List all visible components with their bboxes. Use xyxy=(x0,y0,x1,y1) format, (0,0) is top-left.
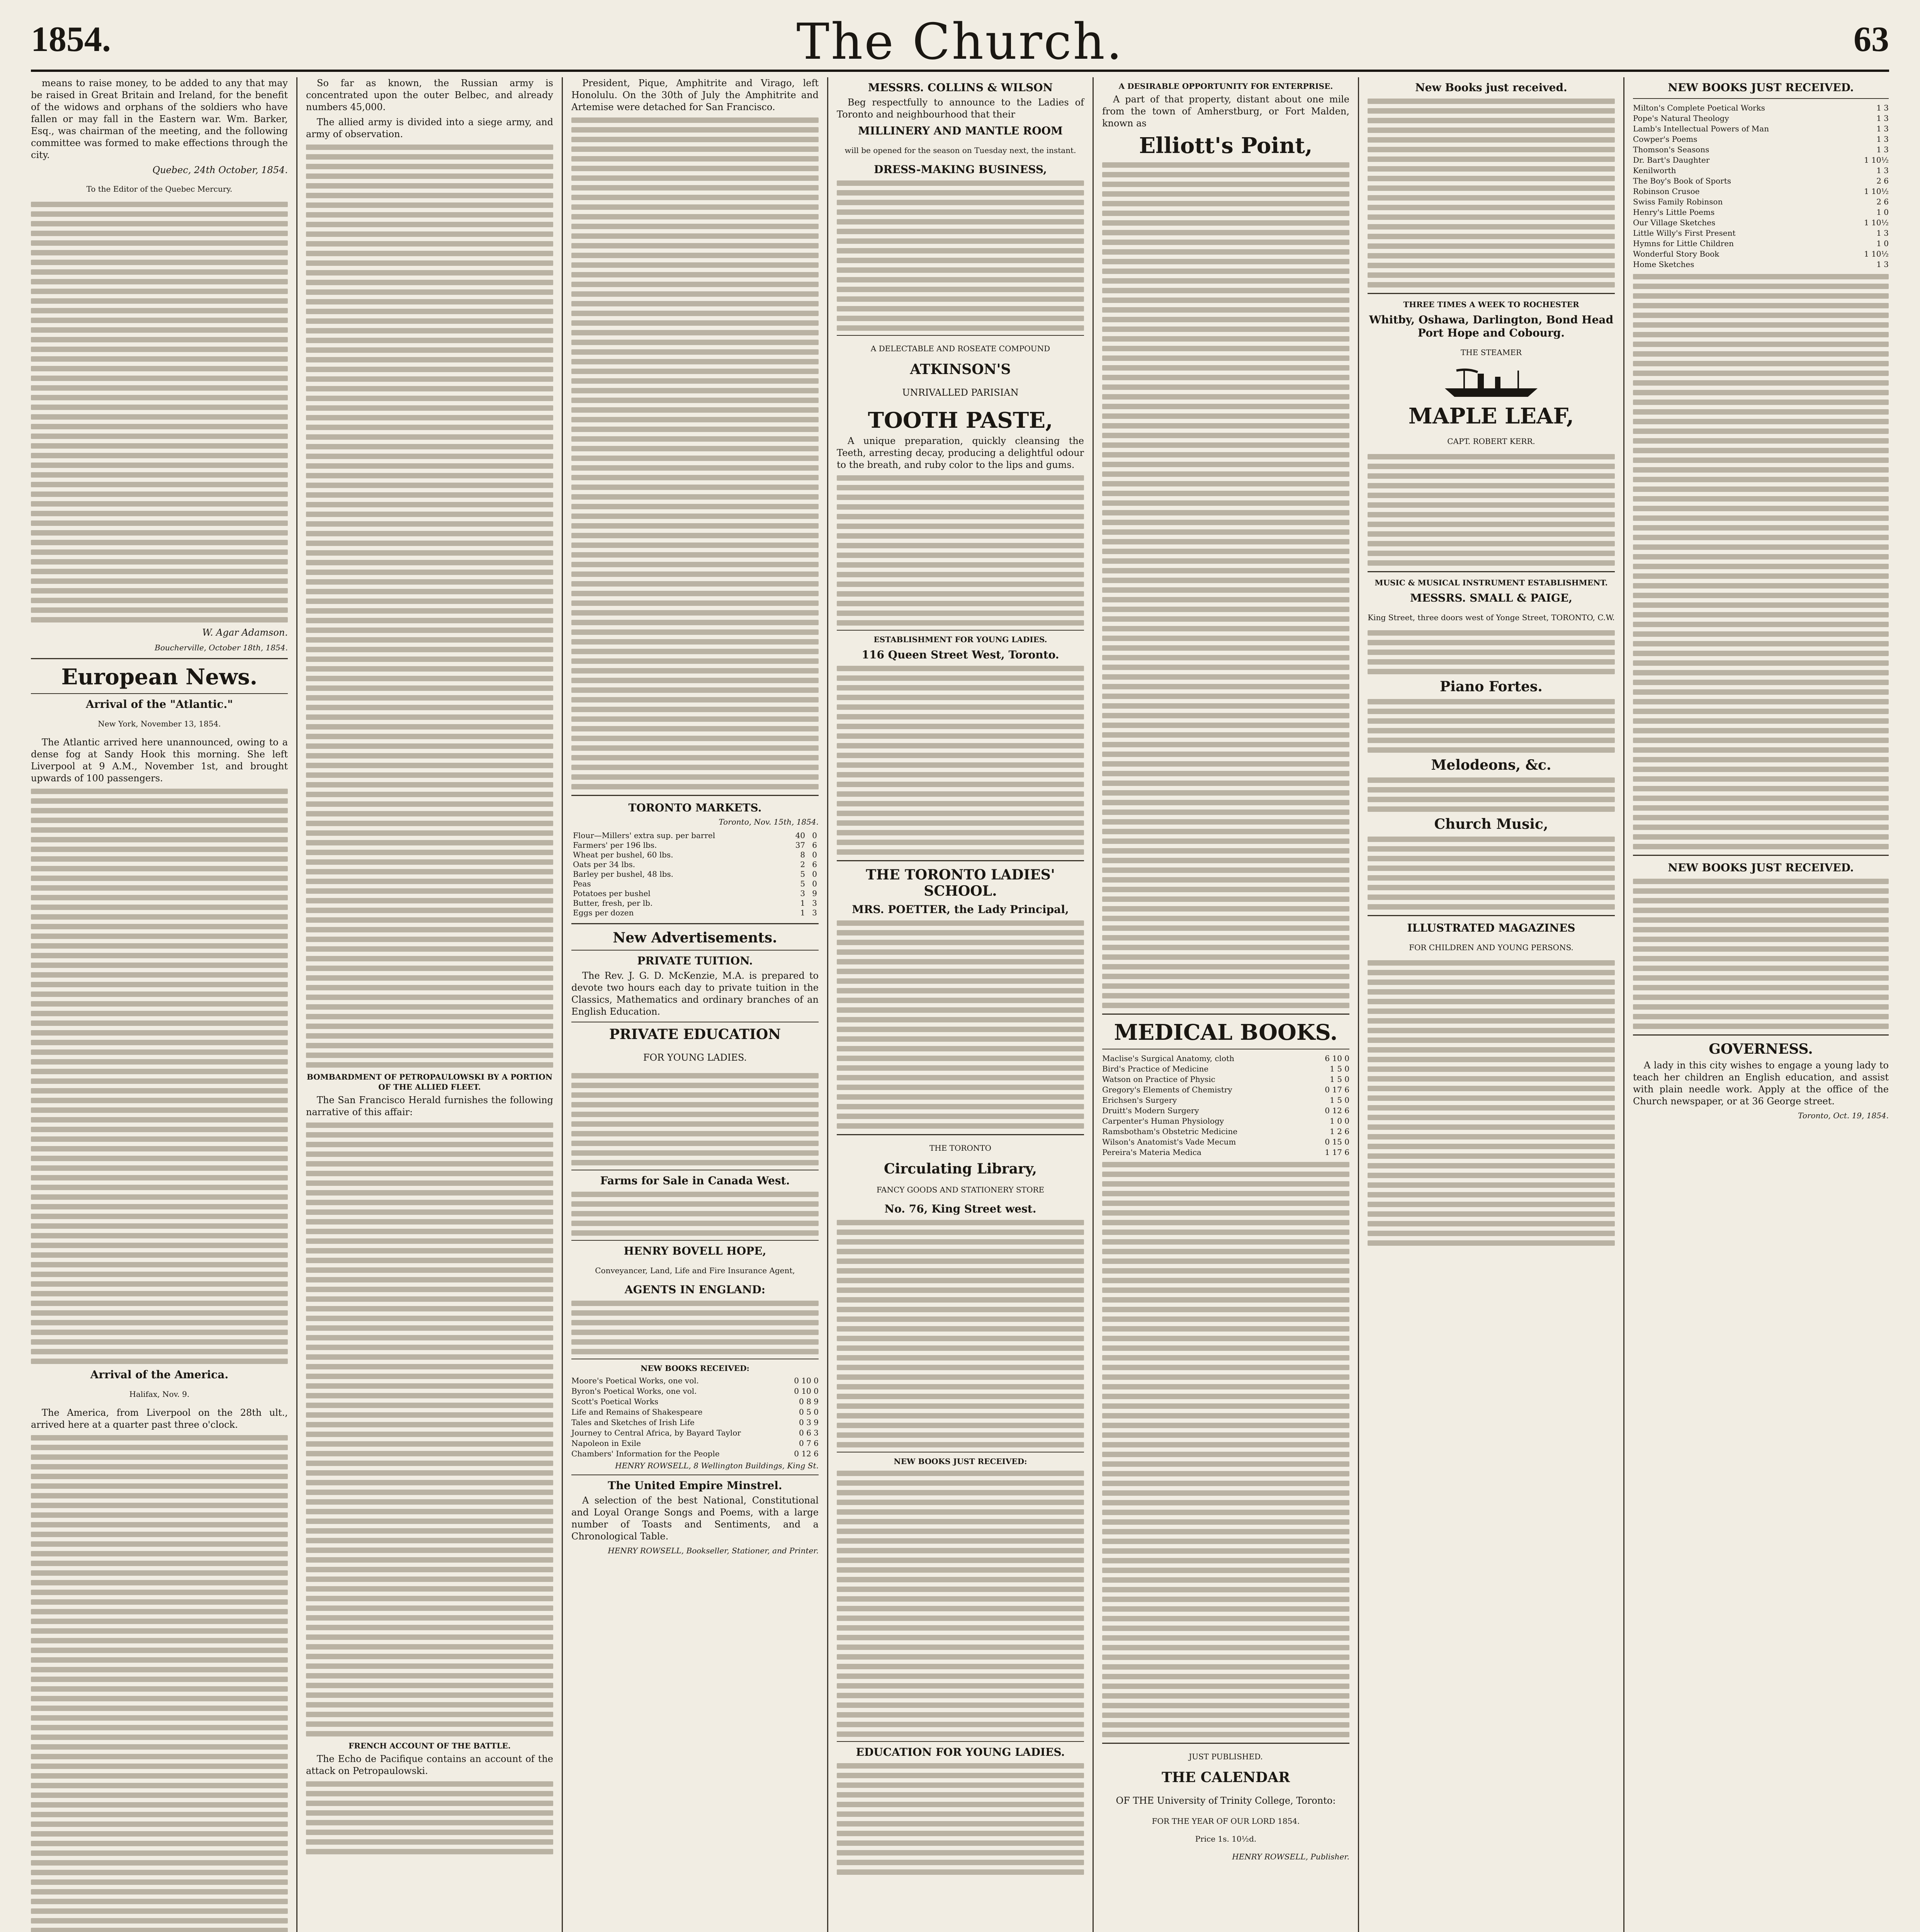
list-item-price: 2 6 xyxy=(1876,176,1889,185)
body-text-block xyxy=(571,1301,819,1354)
list-item-price: 1 3 xyxy=(1876,114,1889,123)
list-item-title: Henry's Little Poems xyxy=(1633,207,1715,217)
list-item-price: 6 10 0 xyxy=(1325,1054,1349,1063)
market-price: 1 xyxy=(800,908,805,917)
list-item-price: 1 3 xyxy=(1876,134,1889,144)
list-item-price: 0 17 6 xyxy=(1325,1085,1349,1094)
book-list-item xyxy=(571,1386,819,1396)
section-title-european-news: European News. xyxy=(61,664,258,690)
list-item-price: 1 10½ xyxy=(1864,187,1889,196)
body-text-block xyxy=(31,202,288,622)
book-list-item xyxy=(1633,103,1889,113)
masthead-year: 1854. xyxy=(31,19,111,59)
market-item: Farmers' per 196 lbs. xyxy=(573,840,657,850)
list-item-price: 1 0 xyxy=(1876,239,1889,248)
education-heading: EDUCATION FOR YOUNG LADIES. xyxy=(856,1746,1065,1759)
column-4 xyxy=(827,77,1093,1932)
list-item-price: 1 2 6 xyxy=(1330,1127,1349,1136)
market-row xyxy=(571,889,819,898)
body-text-block xyxy=(31,789,288,1364)
market-price: 2 xyxy=(800,860,805,869)
new-books-heading: New Books just received. xyxy=(1415,81,1567,94)
list-item-title: Pope's Natural Theology xyxy=(1633,114,1729,123)
list-item-title: Thomson's Seasons xyxy=(1633,145,1709,154)
bombardment-intro: The San Francisco Herald furnishes the following narrative of this affair: xyxy=(306,1095,553,1117)
list-item-price: 1 17 6 xyxy=(1325,1148,1349,1157)
opening-paragraph: President, Pique, Amphitrite and Virago, left Honolulu. On the 30th of July the Amphitrite and Artemise were detached for San Francisco. xyxy=(571,78,819,112)
market-price: 8 xyxy=(800,850,805,859)
body-text-block xyxy=(571,1192,819,1236)
body-text-block xyxy=(1368,454,1615,566)
music-kicker: MUSIC & MUSICAL INSTRUMENT ESTABLISHMENT. xyxy=(1375,578,1608,587)
list-item-price: 0 10 0 xyxy=(794,1386,819,1396)
private-tuition-text: The Rev. J. G. D. McKenzie, M.A. is prepared to devote two hours each day to private tuition in the Classics, Mathematics and ordinary branches of an English Education. xyxy=(571,970,819,1017)
list-item-price: 0 6 3 xyxy=(799,1428,819,1437)
body-text-block xyxy=(837,1220,1084,1447)
market-price: 6 xyxy=(812,860,817,869)
book-list-item xyxy=(1633,165,1889,176)
list-item-title: Life and Remains of Shakespeare xyxy=(571,1407,703,1417)
letter-place: Boucherville, October 18th, 1854. xyxy=(155,643,288,652)
medical-book-item xyxy=(1102,1105,1349,1116)
collins-text: Beg respectfully to announce to the Ladies of Toronto and neighbourhood that their xyxy=(837,97,1084,120)
library-heading: Circulating Library, xyxy=(884,1161,1037,1177)
dateline: Quebec, 24th October, 1854. xyxy=(152,165,288,175)
medical-books-list xyxy=(1102,1053,1349,1158)
tooth-paste-heading: TOOTH PASTE, xyxy=(868,408,1053,433)
market-price: 1 xyxy=(800,898,805,908)
calendar-seller: HENRY ROWSELL, Publisher. xyxy=(1232,1852,1349,1861)
column-grid xyxy=(31,77,1889,1932)
market-item: Butter, fresh, per lb. xyxy=(573,898,653,908)
body-text-block xyxy=(837,1763,1084,1875)
books-seller: HENRY ROWSELL, 8 Wellington Buildings, King St. xyxy=(615,1461,819,1470)
masthead xyxy=(31,12,1889,72)
body-text-block xyxy=(1633,274,1889,849)
book-list-item xyxy=(1633,176,1889,186)
church-music-heading: Church Music, xyxy=(1434,816,1548,832)
establishment-address: 116 Queen Street West, Toronto. xyxy=(861,648,1059,661)
tooth-paste-kicker: A DELECTABLE AND ROSEATE COMPOUND xyxy=(870,344,1050,353)
opening-paragraph: means to raise money, to be added to any that may be raised in Great Britain and Ireland, for the benefit of the widows and orphans of the soldiers who have fallen or may fall in the Eastern war. Wm. Barker, Esq., was chairman of the meeting, and the following committee was formed to make effections through the city. xyxy=(31,78,288,160)
medical-book-item xyxy=(1102,1147,1349,1158)
book-list-item xyxy=(571,1396,819,1407)
steamer-name: MAPLE LEAF, xyxy=(1408,403,1574,429)
market-row xyxy=(571,860,819,869)
calendar-heading: THE CALENDAR xyxy=(1161,1769,1290,1786)
steamer-route: Whitby, Oshawa, Darlington, Bond Head Port Hope and Cobourg. xyxy=(1369,313,1614,339)
market-item: Potatoes per bushel xyxy=(573,889,651,898)
market-price: 37 xyxy=(795,840,805,850)
list-item-title: Little Willy's First Present xyxy=(1633,228,1736,238)
list-item-title: Druitt's Modern Surgery xyxy=(1102,1106,1199,1115)
book-list-item xyxy=(1633,113,1889,124)
body-text-block xyxy=(1368,99,1615,287)
body-text-block xyxy=(837,475,1084,626)
list-item-title: Napoleon in Exile xyxy=(571,1439,641,1448)
new-advertisements-heading: New Advertisements. xyxy=(613,930,777,946)
list-item-price: 1 10½ xyxy=(1864,155,1889,165)
market-item: Barley per bushel, 48 lbs. xyxy=(573,869,674,879)
arrival-america-date: Halifax, Nov. 9. xyxy=(129,1389,190,1399)
steamer-kicker: THREE TIMES A WEEK TO ROCHESTER xyxy=(1403,300,1579,309)
just-published-kicker: JUST PUBLISHED. xyxy=(1189,1752,1263,1761)
market-row xyxy=(571,908,819,918)
hope-sub: Conveyancer, Land, Life and Fire Insurance Agent, xyxy=(595,1266,795,1275)
markets-heading: TORONTO MARKETS. xyxy=(628,801,762,814)
body-text-block xyxy=(306,145,553,1068)
list-item-title: Milton's Complete Poetical Works xyxy=(1633,103,1765,112)
new-books-heading: NEW BOOKS JUST RECEIVED: xyxy=(894,1457,1027,1466)
list-item-price: 1 5 0 xyxy=(1330,1075,1349,1084)
library-sub: FANCY GOODS AND STATIONERY STORE xyxy=(876,1185,1045,1194)
market-row xyxy=(571,850,819,860)
body-text-block xyxy=(1102,162,1349,1008)
establishment-heading: ESTABLISHMENT FOR YOUNG LADIES. xyxy=(873,635,1047,644)
book-list-item xyxy=(571,1428,819,1438)
illustrated-magazines-sub: FOR CHILDREN AND YOUNG PERSONS. xyxy=(1409,943,1573,952)
market-item: Peas xyxy=(573,879,591,888)
list-item-price: 1 3 xyxy=(1876,228,1889,238)
medical-book-item xyxy=(1102,1095,1349,1105)
new-books-heading-2: NEW BOOKS JUST RECEIVED. xyxy=(1668,861,1854,874)
market-row xyxy=(571,831,819,840)
letter-signature: W. Agar Adamson. xyxy=(202,627,288,638)
calendar-year: FOR THE YEAR OF OUR LORD 1854. xyxy=(1152,1816,1300,1826)
markets-date: Toronto, Nov. 15th, 1854. xyxy=(719,817,819,827)
list-item-title: Journey to Central Africa, by Bayard Taylor xyxy=(571,1428,741,1437)
market-item: Flour—Millers' extra sup. per barrel xyxy=(573,831,715,840)
market-price: 0 xyxy=(812,869,817,879)
market-row xyxy=(571,869,819,879)
book-list-item xyxy=(571,1417,819,1428)
music-address: King Street, three doors west of Yonge Street, TORONTO, C.W. xyxy=(1368,613,1615,622)
medical-book-item xyxy=(1102,1085,1349,1095)
market-price: 40 xyxy=(795,831,805,840)
book-list-item xyxy=(1633,186,1889,197)
book-list-item xyxy=(1633,155,1889,165)
minstrel-seller: HENRY ROWSELL, Bookseller, Stationer, and Printer. xyxy=(608,1546,819,1555)
book-list-item xyxy=(1633,228,1889,238)
column-5 xyxy=(1093,77,1358,1932)
list-item-title: Carpenter's Human Physiology xyxy=(1102,1116,1224,1126)
elliotts-point-heading: Elliott's Point, xyxy=(1139,133,1313,158)
column-2 xyxy=(296,77,562,1932)
governess-heading: GOVERNESS. xyxy=(1709,1041,1813,1057)
body-text-block xyxy=(1368,960,1615,1246)
private-education-sub: FOR YOUNG LADIES. xyxy=(643,1052,747,1063)
body-text-block xyxy=(31,1435,288,1932)
paragraph: The allied army is divided into a siege army, and army of observation. xyxy=(306,117,553,139)
body-text-block xyxy=(1102,1162,1349,1737)
arrival-atlantic-heading: Arrival of the "Atlantic." xyxy=(86,698,233,711)
book-list-item xyxy=(571,1376,819,1386)
calendar-price: Price 1s. 10½d. xyxy=(1195,1834,1257,1844)
millinery-text: will be opened for the season on Tuesday next, the instant. xyxy=(844,146,1076,155)
market-price: 3 xyxy=(812,898,817,908)
new-books-heading: NEW BOOKS JUST RECEIVED. xyxy=(1668,81,1854,94)
body-text-block xyxy=(1633,879,1889,1029)
list-item-title: Swiss Family Robinson xyxy=(1633,197,1723,206)
governess-date: Toronto, Oct. 19, 1854. xyxy=(1798,1111,1889,1120)
market-price: 0 xyxy=(812,831,817,840)
piano-fortes-heading: Piano Fortes. xyxy=(1440,679,1543,695)
governess-text: A lady in this city wishes to engage a young lady to teach her children an English education, and assist with plain needle work. Apply at the office of the Church newspaper, or at 36 George street. xyxy=(1633,1060,1889,1107)
list-item-price: 1 10½ xyxy=(1864,218,1889,227)
market-price: 0 xyxy=(812,850,817,859)
music-firm: MESSRS. SMALL & PAIGE, xyxy=(1410,592,1573,604)
steamship-icon xyxy=(1441,365,1541,400)
book-list-item xyxy=(1633,124,1889,134)
list-item-price: 1 3 xyxy=(1876,260,1889,269)
list-item-title: Scott's Poetical Works xyxy=(571,1397,659,1406)
book-list-item xyxy=(1633,259,1889,270)
french-account-heading: FRENCH ACCOUNT OF THE BATTLE. xyxy=(348,1741,511,1750)
melodeons-heading: Melodeons, &c. xyxy=(1431,757,1551,773)
body-text-block xyxy=(837,666,1084,855)
book-list-item xyxy=(1633,134,1889,145)
list-item-price: 1 0 0 xyxy=(1330,1116,1349,1126)
letter-heading: To the Editor of the Quebec Mercury. xyxy=(86,184,233,194)
market-price: 3 xyxy=(812,908,817,917)
masthead-page-number: 63 xyxy=(1854,19,1889,59)
enterprise-text: A part of that property, distant about one mile from the town of Amherstburg, or Fort Malden, known as xyxy=(1102,94,1349,129)
list-item-price: 0 7 6 xyxy=(799,1439,819,1448)
ladies-school-sub: MRS. POETTER, the Lady Principal, xyxy=(852,903,1069,916)
market-row xyxy=(571,879,819,889)
library-address: No. 76, King Street west. xyxy=(884,1202,1036,1215)
farms-heading: Farms for Sale in Canada West. xyxy=(600,1174,790,1187)
market-price: 0 xyxy=(812,879,817,888)
list-item-title: Maclise's Surgical Anatomy, cloth xyxy=(1102,1054,1235,1063)
library-kicker: THE TORONTO xyxy=(929,1143,992,1153)
list-item-title: Our Village Sketches xyxy=(1633,218,1716,227)
list-item-title: The Boy's Book of Sports xyxy=(1633,176,1731,185)
agents-heading: AGENTS IN ENGLAND: xyxy=(624,1283,766,1296)
book-list-item xyxy=(571,1407,819,1417)
body-text-block xyxy=(1368,777,1615,812)
atkinson-heading: ATKINSON'S xyxy=(910,361,1011,378)
list-item-title: Tales and Sketches of Irish Life xyxy=(571,1418,695,1427)
bombardment-heading: BOMBARDMENT OF PETROPAULOWSKI BY A PORTION OF THE ALLIED FLEET. xyxy=(306,1072,553,1092)
list-item-price: 1 5 0 xyxy=(1330,1095,1349,1105)
body-text-block xyxy=(837,920,1084,1129)
list-item-title: Dr. Bart's Daughter xyxy=(1633,155,1710,165)
medical-book-item xyxy=(1102,1053,1349,1064)
list-item-title: Robinson Crusoe xyxy=(1633,187,1700,196)
market-row xyxy=(571,898,819,908)
body-text-block xyxy=(1368,699,1615,753)
list-item-title: Gregory's Elements of Chemistry xyxy=(1102,1085,1232,1094)
column-3 xyxy=(562,77,827,1932)
arrival-america-heading: Arrival of the America. xyxy=(90,1368,229,1381)
hope-heading: HENRY BOVELL HOPE, xyxy=(624,1245,766,1257)
enterprise-heading: A DESIRABLE OPPORTUNITY FOR ENTERPRISE. xyxy=(1118,82,1333,91)
list-item-price: 0 12 6 xyxy=(1325,1106,1349,1115)
list-item-price: 1 3 xyxy=(1876,145,1889,154)
list-item-title: Kenilworth xyxy=(1633,166,1676,175)
collins-heading: MESSRS. COLLINS & WILSON xyxy=(868,81,1053,94)
list-item-price: 1 3 xyxy=(1876,124,1889,133)
list-item-title: Watson on Practice of Physic xyxy=(1102,1075,1215,1084)
list-item-price: 0 12 6 xyxy=(794,1449,819,1458)
medical-book-item xyxy=(1102,1074,1349,1085)
list-item-price: 1 5 0 xyxy=(1330,1064,1349,1073)
millinery-heading: MILLINERY AND MANTLE ROOM xyxy=(858,124,1063,137)
market-price: 6 xyxy=(812,840,817,850)
column-7 xyxy=(1623,77,1889,1932)
body-text-block xyxy=(571,117,819,789)
illustrated-magazines-heading: ILLUSTRATED MAGAZINES xyxy=(1407,922,1575,934)
private-tuition-heading: PRIVATE TUITION. xyxy=(637,954,753,967)
arrival-atlantic-date: New York, November 13, 1854. xyxy=(98,719,221,728)
market-price: 5 xyxy=(800,869,805,879)
list-item-title: Lamb's Intellectual Powers of Man xyxy=(1633,124,1769,133)
book-list-item xyxy=(1633,197,1889,207)
list-item-title: Wonderful Story Book xyxy=(1633,249,1720,259)
list-item-price: 1 10½ xyxy=(1864,249,1889,259)
book-list-item xyxy=(1633,207,1889,218)
book-list-item xyxy=(571,1438,819,1449)
book-list-item xyxy=(1633,238,1889,249)
list-item-price: 0 15 0 xyxy=(1325,1137,1349,1146)
body-text-block xyxy=(1368,630,1615,674)
column-6 xyxy=(1358,77,1623,1932)
list-item-price: 0 10 0 xyxy=(794,1376,819,1385)
list-item-title: Erichsen's Surgery xyxy=(1102,1095,1177,1105)
medical-books-heading: MEDICAL BOOKS. xyxy=(1114,1020,1338,1045)
body-text-block xyxy=(837,1471,1084,1737)
french-account-intro: The Echo de Pacifique contains an account of the attack on Petropaulowski. xyxy=(306,1753,553,1776)
arrival-america-text: The America, from Liverpool on the 28th ult., arrived here at a quarter past three o'clock. xyxy=(31,1407,288,1430)
body-text-block xyxy=(571,1073,819,1165)
list-item-price: 0 8 9 xyxy=(799,1397,819,1406)
list-item-price: 2 6 xyxy=(1876,197,1889,206)
book-list-item xyxy=(1633,218,1889,228)
book-list-item xyxy=(1633,249,1889,259)
market-price: 3 xyxy=(800,889,805,898)
list-item-title: Moore's Poetical Works, one vol. xyxy=(571,1376,699,1385)
medical-book-item xyxy=(1102,1126,1349,1137)
list-item-price: 1 3 xyxy=(1876,103,1889,112)
masthead-title: The Church. xyxy=(796,13,1124,71)
body-text-block xyxy=(306,1122,553,1736)
new-books-list xyxy=(1633,103,1889,270)
steamer-captain: CAPT. ROBERT KERR. xyxy=(1447,437,1535,446)
list-item-title: Wilson's Anatomist's Vade Mecum xyxy=(1102,1137,1236,1146)
list-item-title: Bird's Practice of Medicine xyxy=(1102,1064,1209,1073)
list-item-title: Pereira's Materia Medica xyxy=(1102,1148,1201,1157)
list-item-title: Byron's Poetical Works, one vol. xyxy=(571,1386,697,1396)
opening-paragraph: So far as known, the Russian army is concentrated upon the outer Belbec, and already numbers 45,000. xyxy=(306,78,553,112)
column-1 xyxy=(31,77,296,1932)
list-item-price: 0 3 9 xyxy=(799,1418,819,1427)
list-item-price: 1 3 xyxy=(1876,166,1889,175)
list-item-title: Hymns for Little Children xyxy=(1633,239,1734,248)
body-text-block xyxy=(1368,837,1615,910)
medical-book-item xyxy=(1102,1064,1349,1074)
market-price: 5 xyxy=(800,879,805,888)
minstrel-text: A selection of the best National, Constitutional and Loyal Orange Songs and Poems, with a large number of Toasts and Sentiments, and a Chronological Table. xyxy=(571,1495,819,1542)
books-heading: NEW BOOKS RECEIVED: xyxy=(641,1364,749,1373)
dress-making-heading: DRESS-MAKING BUSINESS, xyxy=(874,163,1047,176)
minstrel-heading: The United Empire Minstrel. xyxy=(608,1479,782,1492)
unrivalled-line: UNRIVALLED PARISIAN xyxy=(902,387,1019,398)
market-row xyxy=(571,840,819,850)
list-item-price: 0 5 0 xyxy=(799,1407,819,1417)
list-item-title: Home Sketches xyxy=(1633,260,1694,269)
list-item-title: Cowper's Poems xyxy=(1633,134,1697,144)
list-item-title: Chambers' Information for the People xyxy=(571,1449,720,1458)
list-item-title: Ramsbotham's Obstetric Medicine xyxy=(1102,1127,1238,1136)
market-item: Oats per 34 lbs. xyxy=(573,860,635,869)
private-education-heading: PRIVATE EDUCATION xyxy=(609,1026,781,1043)
tooth-paste-text: A unique preparation, quickly cleansing the Teeth, arresting decay, producing a delightful odour to the breath, and ruby color to the lips and gums. xyxy=(837,435,1084,470)
book-list-item xyxy=(1633,145,1889,155)
medical-book-item xyxy=(1102,1137,1349,1147)
list-item-price: 1 0 xyxy=(1876,207,1889,217)
body-text-block xyxy=(837,180,1084,331)
ladies-school-heading: THE TORONTO LADIES' SCHOOL. xyxy=(866,867,1055,899)
market-item: Eggs per dozen xyxy=(573,908,634,917)
steamer-sub: THE STEAMER xyxy=(1461,348,1522,357)
market-item: Wheat per bushel, 60 lbs. xyxy=(573,850,673,859)
market-price: 9 xyxy=(812,889,817,898)
medical-book-item xyxy=(1102,1116,1349,1126)
calendar-sub: OF THE University of Trinity College, Toronto: xyxy=(1116,1795,1336,1806)
body-text-block xyxy=(306,1781,553,1854)
book-list-item xyxy=(571,1449,819,1459)
markets-table xyxy=(571,831,819,918)
books-list xyxy=(571,1376,819,1459)
arrival-atlantic-text: The Atlantic arrived here unannounced, owing to a dense fog at Sandy Hook this morning. She left Liverpool at 9 A.M., November 1st, and brought upwards of 100 passengers. xyxy=(31,737,288,784)
